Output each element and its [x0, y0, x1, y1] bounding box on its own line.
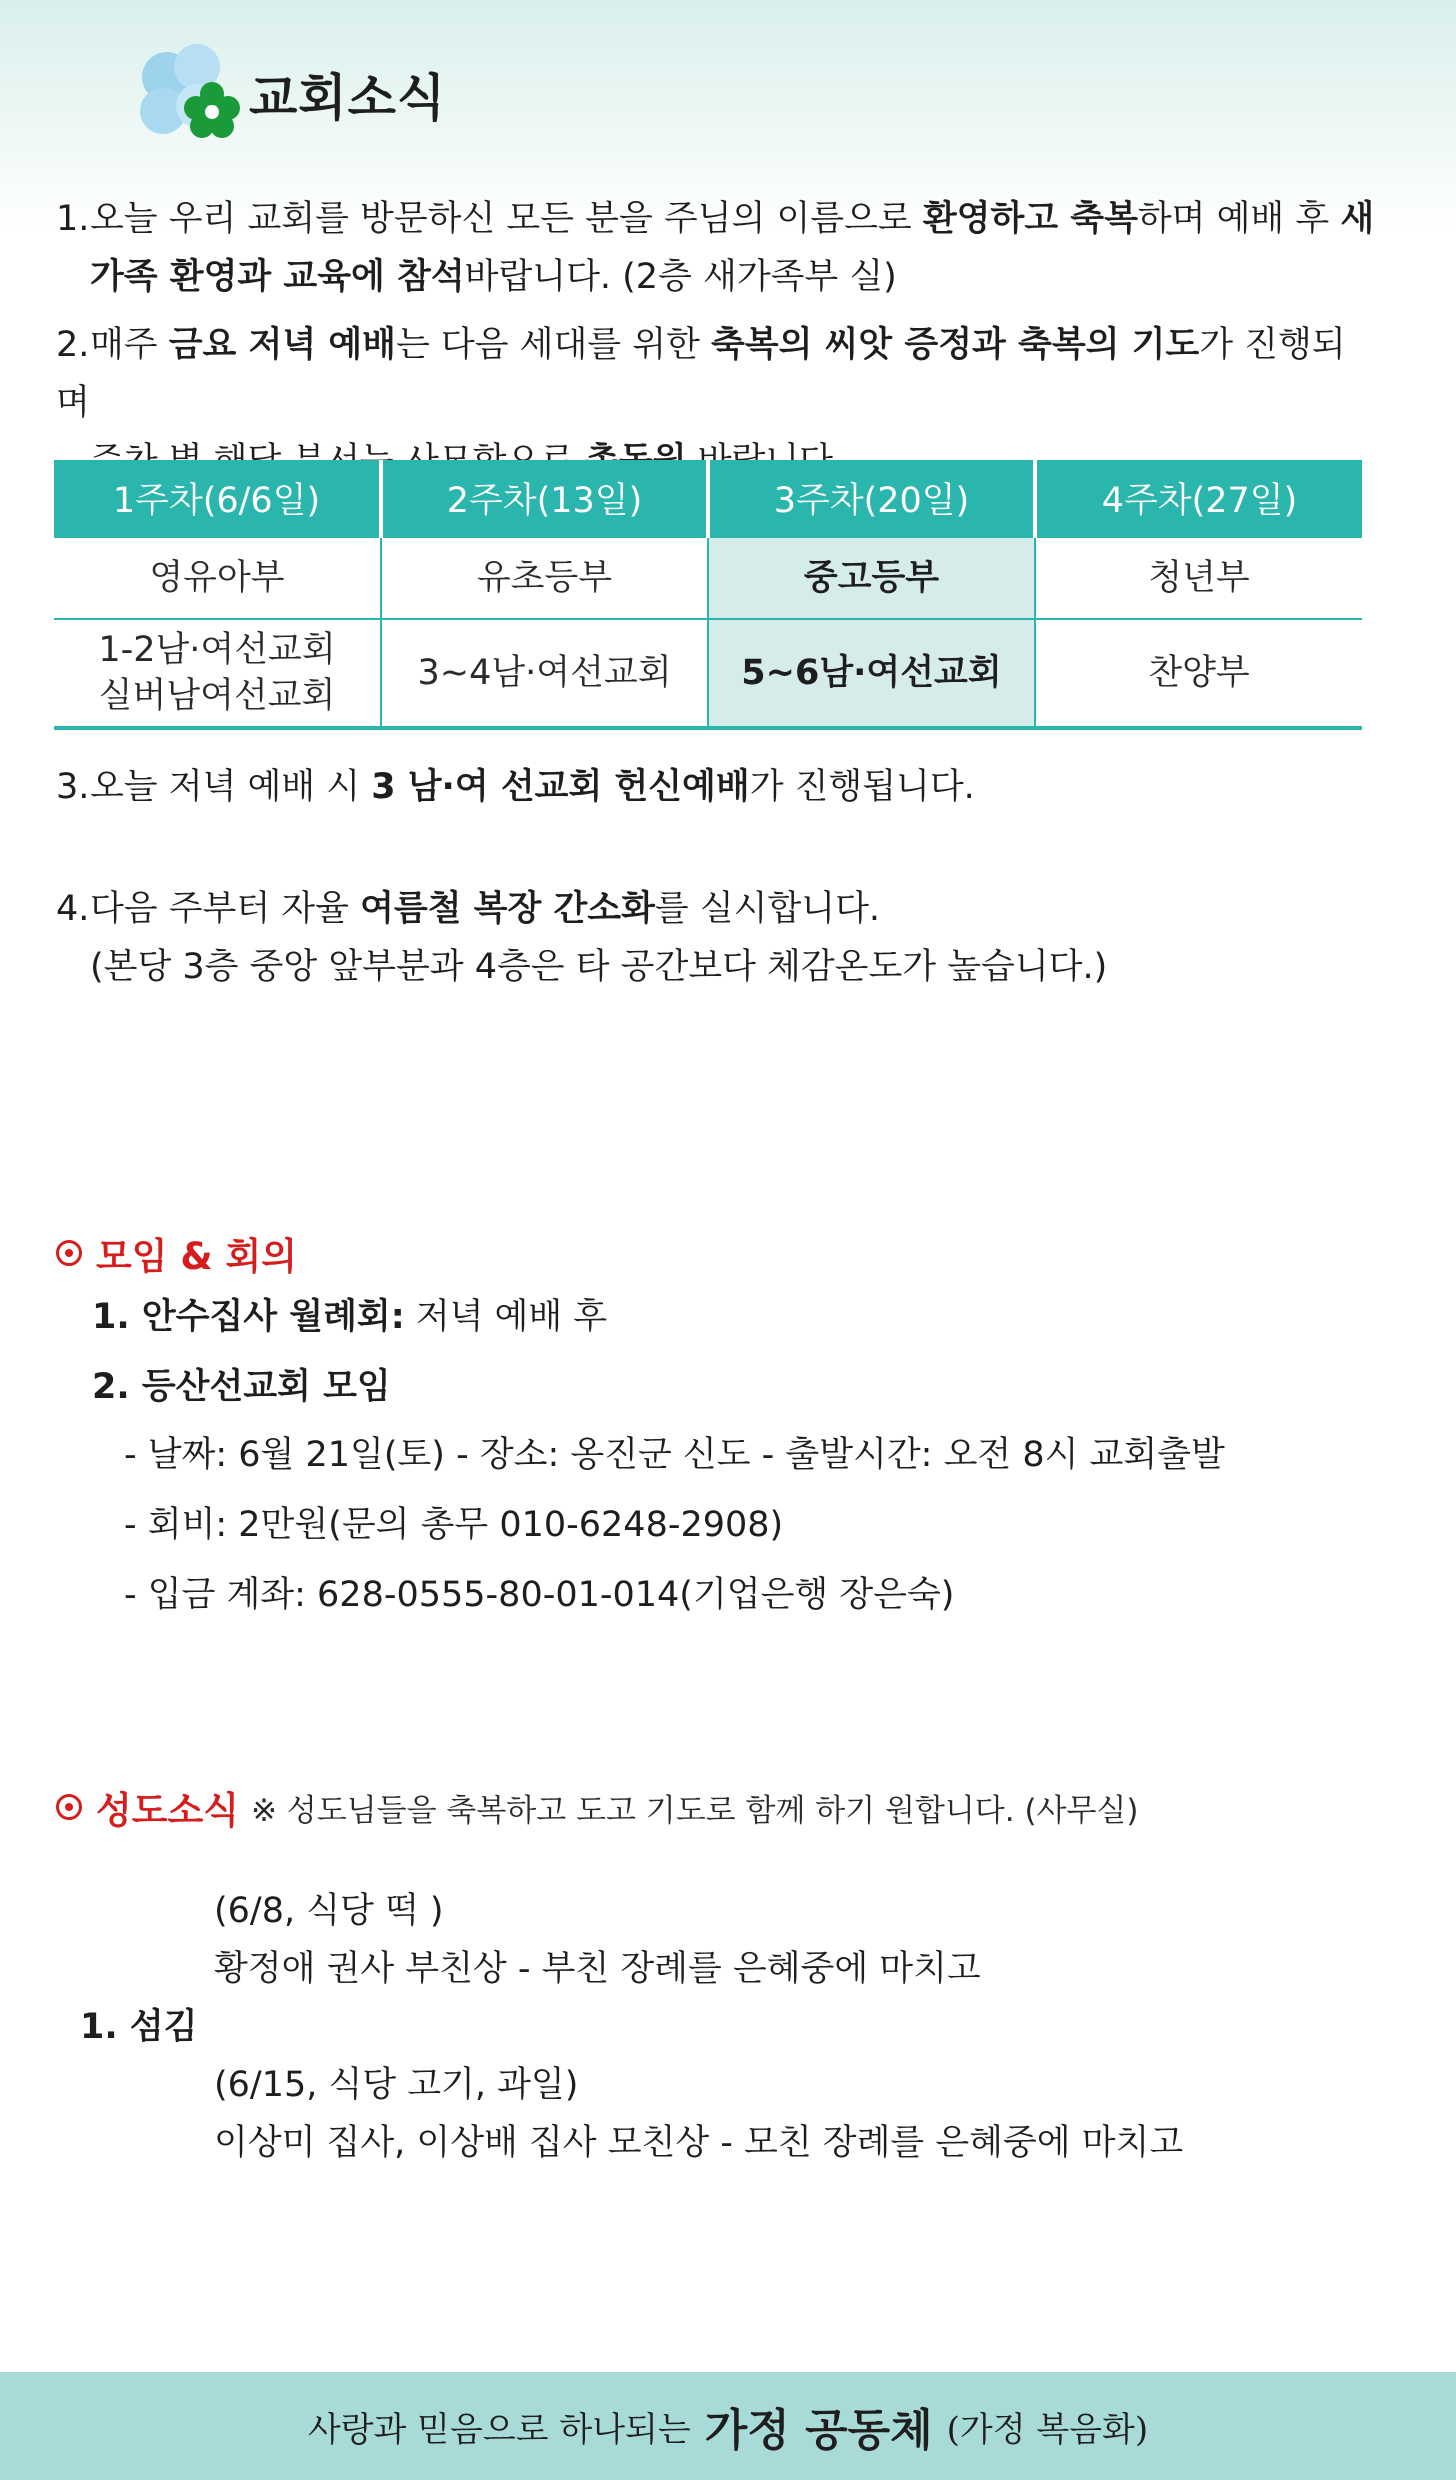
table-cell: 영유아부 [54, 537, 381, 619]
footer-banner [0, 2372, 1456, 2480]
announcement-1: 1.오늘 우리 교회를 방문하신 모든 분을 주님의 이름으로 환영하고 축복하며 예배 후 새 가족 환영과 교육에 참석바랍니다. (2층 새가족부 실) [56, 199, 1375, 297]
clover-logo-icon [138, 44, 243, 144]
week-1-header: 1주차(6/6일) [54, 460, 381, 537]
meeting-item-1: 1. 안수집사 월례회: 저녁 예배 후 [92, 1297, 608, 1337]
footer-suffix: (가정 복음화) [946, 2409, 1149, 2450]
circle-bullet-icon [56, 1240, 82, 1266]
meeting-item-2: 2. 등산선교회 모임 [92, 1367, 391, 1407]
meeting-detail-fee: - 회비: 2만원(문의 총무 010-6248-2908) [124, 1505, 784, 1545]
announcement-4: 4.다음 주부터 자율 여름철 복장 간소화를 실시합니다. (본당 3층 중앙 앞부분과 4층은 타 공간보다 체감온도가 높습니다.) [56, 889, 1108, 987]
circle-bullet-icon [56, 1794, 82, 1820]
schedule-header-row [54, 460, 1362, 537]
meeting-detail-date: - 날짜: 6월 21일(토) - 장소: 옹진군 신도 - 출발시간: 오전 8시 교회출발 [124, 1435, 1225, 1475]
table-cell: 3~4남·여선교회 [381, 619, 708, 728]
week-3-header: 3주차(20일) [708, 460, 1035, 537]
table-cell: 유초등부 [381, 537, 708, 619]
table-cell-highlighted: 중고등부 [708, 537, 1035, 619]
news-line: 황정애 권사 부친상 - 부친 장례를 은혜중에 마치고 [214, 1949, 981, 1989]
table-cell-highlighted: 5~6남·여선교회 [708, 619, 1035, 728]
week-2-header: 2주차(13일) [381, 460, 708, 537]
table-cell: 찬양부 [1035, 619, 1362, 728]
news-line: (6/15, 식당 고기, 과일) [214, 2065, 579, 2105]
page-header [138, 44, 446, 144]
schedule-table [54, 460, 1362, 730]
page-title: 교회소식 [249, 69, 447, 127]
news-category-label: 1. 섬김 [80, 2007, 198, 2047]
week-4-header: 4주차(27일) [1035, 460, 1362, 537]
announcement-2: 2.매주 금요 저녁 예배는 다음 세대를 위한 축복의 씨앗 증정과 축복의 기도가 진행되며 [56, 325, 1346, 423]
member-news-section-title: 성도소식 ※ 성도님들을 축복하고 도고 기도로 함께 하기 원합니다. (사무실) [56, 1780, 1138, 1834]
table-cell: 청년부 [1035, 537, 1362, 619]
member-news-note: ※ 성도님들을 축복하고 도고 기도로 함께 하기 원합니다. (사무실) [250, 1792, 1139, 1829]
meetings-section-title: 모임 & 회의 [56, 1226, 297, 1280]
meeting-detail-account: - 입금 계좌: 628-0555-80-01-014(기업은행 장은숙) [124, 1575, 955, 1615]
footer-prefix: 사랑과 믿음으로 하나되는 [307, 2409, 691, 2450]
table-cell: 1-2남·여선교회 실버남여선교회 [54, 619, 381, 728]
news-line: (6/8, 식당 떡 ) [214, 1891, 444, 1931]
schedule-row-mission [54, 619, 1362, 728]
announcement-3: 3.오늘 저녁 예배 시 3 남·여 선교회 헌신예배가 진행됩니다. [56, 767, 975, 807]
news-line: 이상미 집사, 이상배 집사 모친상 - 모친 장례를 은혜중에 마치고 [214, 2123, 1184, 2163]
footer-emphasis: 가정 공동체 [704, 2405, 933, 2456]
schedule-row-department [54, 537, 1362, 619]
